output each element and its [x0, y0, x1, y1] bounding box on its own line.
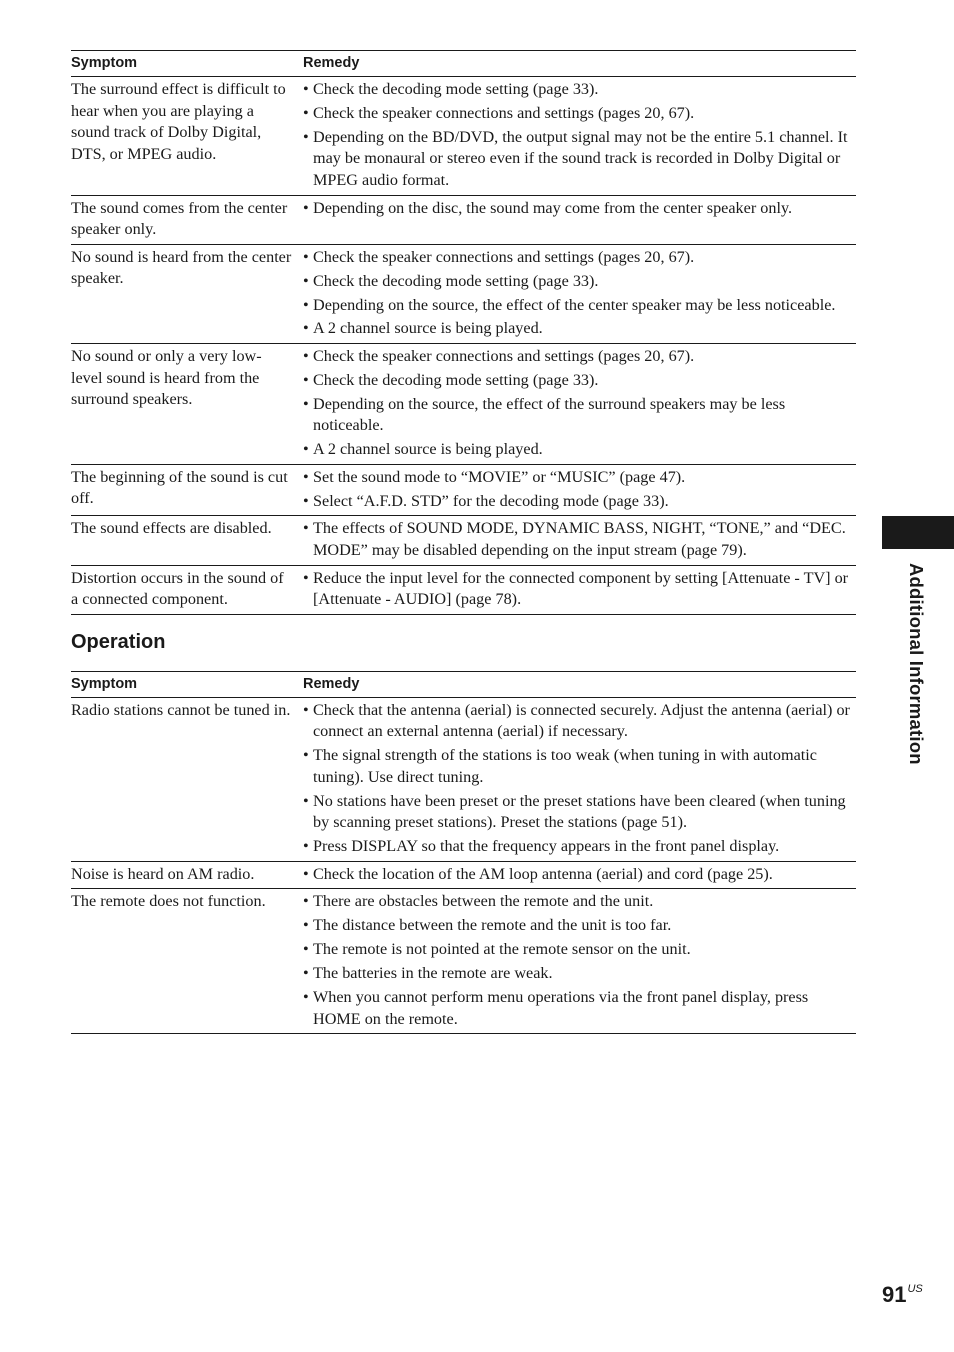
remedy-cell: [303, 861, 856, 889]
page-number-value: 91: [882, 1282, 907, 1307]
column-header-remedy: Remedy: [303, 671, 856, 697]
remedy-item: • Depending on the source, the effect of the surround speakers may be less noticeable.: [303, 394, 856, 437]
remedy-item: • Check the decoding mode setting (page 33).: [303, 271, 856, 293]
remedy-list: [303, 568, 856, 611]
remedy-item: • The effects of SOUND MODE, DYNAMIC BASS, NIGHT, “TONE,” and “DEC. MODE” may be disabled depending on the input stream (page 79).: [303, 518, 856, 561]
remedy-cell: [303, 344, 856, 465]
symptom-cell: The surround effect is difficult to hear when you are playing a sound track of Dolby Digital, DTS, or MPEG audio.: [71, 77, 303, 196]
symptom-cell: The remote does not function.: [71, 889, 303, 1034]
table-row: [71, 516, 856, 565]
remedy-list: [303, 467, 856, 512]
remedy-item: • Depending on the source, the effect of the center speaker may be less noticeable.: [303, 295, 856, 317]
table-row: [71, 344, 856, 465]
remedy-item: • The signal strength of the stations is too weak (when tuning in with automatic tuning). Use direct tuning.: [303, 745, 856, 788]
remedy-cell: [303, 77, 856, 196]
table-header-row: [71, 671, 856, 697]
troubleshooting-table-sound: [71, 50, 856, 615]
column-header-symptom: Symptom: [71, 671, 303, 697]
table-row: [71, 244, 856, 343]
remedy-item: • Reduce the input level for the connected component by setting [Attenuate - TV] or [Attenuate - AUDIO] (page 78).: [303, 568, 856, 611]
symptom-cell: The sound comes from the center speaker only.: [71, 195, 303, 244]
remedy-cell: [303, 697, 856, 861]
page-content: [71, 50, 856, 1034]
table-row: [71, 565, 856, 614]
remedy-item: • Check the speaker connections and settings (pages 20, 67).: [303, 103, 856, 125]
remedy-item: • Check the decoding mode setting (page 33).: [303, 370, 856, 392]
remedy-cell: [303, 516, 856, 565]
table-row: [71, 861, 856, 889]
section-heading-operation: Operation: [71, 630, 166, 653]
remedy-list: [303, 346, 856, 461]
remedy-item: • The distance between the remote and the unit is too far.: [303, 915, 856, 937]
remedy-item: • The batteries in the remote are weak.: [303, 963, 856, 985]
column-header-symptom: Symptom: [71, 51, 303, 77]
remedy-item: • Check that the antenna (aerial) is connected securely. Adjust the antenna (aerial) or connect an external antenna (aerial) if necessary.: [303, 700, 856, 743]
remedy-item: • Check the speaker connections and settings (pages 20, 67).: [303, 247, 856, 269]
table-row: [71, 889, 856, 1034]
table-row: [71, 77, 856, 196]
symptom-cell: No sound is heard from the center speaker.: [71, 244, 303, 343]
column-header-remedy: Remedy: [303, 51, 856, 77]
remedy-list: [303, 700, 856, 858]
table-row: [71, 464, 856, 515]
remedy-item: • Set the sound mode to “MOVIE” or “MUSIC” (page 47).: [303, 467, 856, 489]
symptom-cell: Noise is heard on AM radio.: [71, 861, 303, 889]
table-row: [71, 697, 856, 861]
remedy-cell: [303, 244, 856, 343]
remedy-cell: [303, 889, 856, 1034]
remedy-item: • A 2 channel source is being played.: [303, 439, 856, 461]
remedy-item: • No stations have been preset or the preset stations have been cleared (when tuning by scanning preset stations). Preset the stations (page 51).: [303, 791, 856, 834]
remedy-list: [303, 891, 856, 1030]
remedy-item: • When you cannot perform menu operations via the front panel display, press HOME on the remote.: [303, 987, 856, 1030]
remedy-item: • Depending on the BD/DVD, the output signal may not be the entire 5.1 channel. It may be monaural or stereo even if the sound track is recorded in Dolby Digital or MPEG audio format.: [303, 127, 856, 192]
remedy-item: • The remote is not pointed at the remote sensor on the unit.: [303, 939, 856, 961]
section-tab-label: Additional Information: [906, 563, 927, 765]
remedy-list: [303, 864, 856, 886]
remedy-cell: [303, 195, 856, 244]
remedy-list: [303, 198, 856, 220]
remedy-item: • A 2 channel source is being played.: [303, 318, 856, 340]
remedy-cell: [303, 464, 856, 515]
remedy-item: • Press DISPLAY so that the frequency appears in the front panel display.: [303, 836, 856, 858]
remedy-item: • Check the speaker connections and settings (pages 20, 67).: [303, 346, 856, 368]
page-number: [882, 1282, 923, 1308]
remedy-item: • There are obstacles between the remote and the unit.: [303, 891, 856, 913]
symptom-cell: The sound effects are disabled.: [71, 516, 303, 565]
remedy-item: • Check the decoding mode setting (page 33).: [303, 79, 856, 101]
symptom-cell: No sound or only a very low-level sound is heard from the surround speakers.: [71, 344, 303, 465]
symptom-cell: The beginning of the sound is cut off.: [71, 464, 303, 515]
remedy-cell: [303, 565, 856, 614]
page-region-code: US: [907, 1283, 923, 1295]
table-row: [71, 195, 856, 244]
remedy-item: • Check the location of the AM loop antenna (aerial) and cord (page 25).: [303, 864, 856, 886]
remedy-item: • Depending on the disc, the sound may come from the center speaker only.: [303, 198, 856, 220]
section-tab-marker: [882, 516, 954, 549]
symptom-cell: Distortion occurs in the sound of a connected component.: [71, 565, 303, 614]
remedy-list: [303, 247, 856, 340]
table-header-row: [71, 51, 856, 77]
troubleshooting-table-operation: [71, 671, 856, 1034]
remedy-item: • Select “A.F.D. STD” for the decoding mode (page 33).: [303, 491, 856, 513]
remedy-list: [303, 518, 856, 561]
symptom-cell: Radio stations cannot be tuned in.: [71, 697, 303, 861]
remedy-list: [303, 79, 856, 192]
